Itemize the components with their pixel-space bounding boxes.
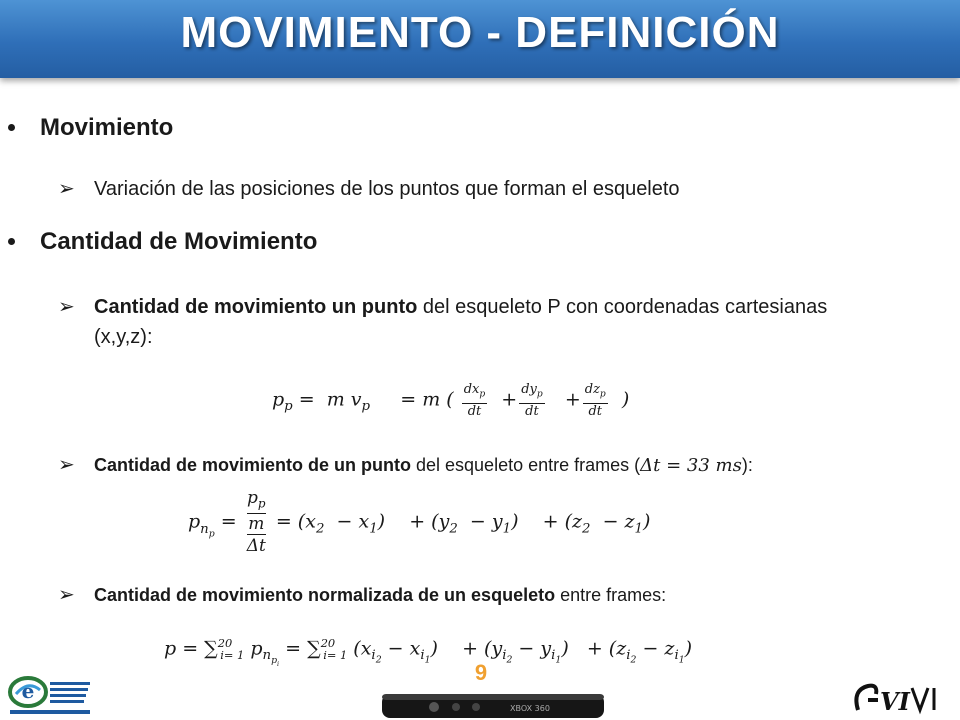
bullet-label: Movimiento [40,114,174,141]
arrow-icon: ➢ [58,584,75,606]
bullet-movimiento [40,114,173,142]
sub-text: Variación de las posiciones de los puntos que forman el esqueleto [94,178,680,200]
bullet-cantidad [40,228,317,256]
slide-title: MOVIMIENTO - DEFINICIÓN [180,8,780,57]
sub-text: entre frames: [555,585,667,605]
sub-variacion [58,174,680,204]
department-logo [6,672,94,716]
equation-momentum: $p_p = m$ $v_p$ = m ( $\frac{dx_p}{dt}$ + $\frac{dy_p}{dt}$ + $\frac{dz_p}{dt}$ ) [272,382,630,419]
svg-text:VI: VI [880,687,910,716]
sub-cantidad-punto [58,292,874,352]
equation-normalized: p = ∑$^{20}_{i= 1}$ $p_{n_{p_i}} = \sum^{20}_{i= 1}$ $(x_{i_2} - x_{i_1})$ + $(y_{i_2} - y_{i_1}) + (z_{i_2} - z_{i_1})$ [164,636,693,668]
sub-bold: Cantidad de movimiento normalizada de un esqueleto [94,585,556,605]
sub-normalizada [58,580,667,610]
svg-text:XBOX 360: XBOX 360 [510,704,550,713]
kinect-sensor-image [380,690,606,720]
sub-math: Δt = 33 ms [640,455,742,476]
arrow-icon: ➢ [58,178,75,200]
sub-entre-frames [58,450,753,481]
sub-bold: Cantidad de movimiento de un punto [94,455,411,475]
equation-frames: $p_{n_p}$ = $p_p$ m Δt = $(x_2 - x_1)$ + $(y_2 - y_1)$ + $(z_2 - z_1)$ [188,488,651,557]
sub-text: del esqueleto entre frames ( [411,455,641,475]
bullet-dot [8,238,15,245]
bullet-dot [8,124,15,131]
svg-text:e: e [21,679,35,703]
bullet-label: Cantidad de Movimiento [40,228,318,255]
page-number: 9 [474,660,488,685]
arrow-icon: ➢ [58,296,75,318]
research-group-logo [850,680,950,718]
title-banner [0,0,960,78]
sub-text: del esqueleto P con coordenadas cartesianas (x,y,z): [94,296,828,348]
sub-bold: Cantidad de movimiento un punto [94,296,418,318]
arrow-icon: ➢ [58,454,75,476]
sub-end: ): [741,455,753,475]
